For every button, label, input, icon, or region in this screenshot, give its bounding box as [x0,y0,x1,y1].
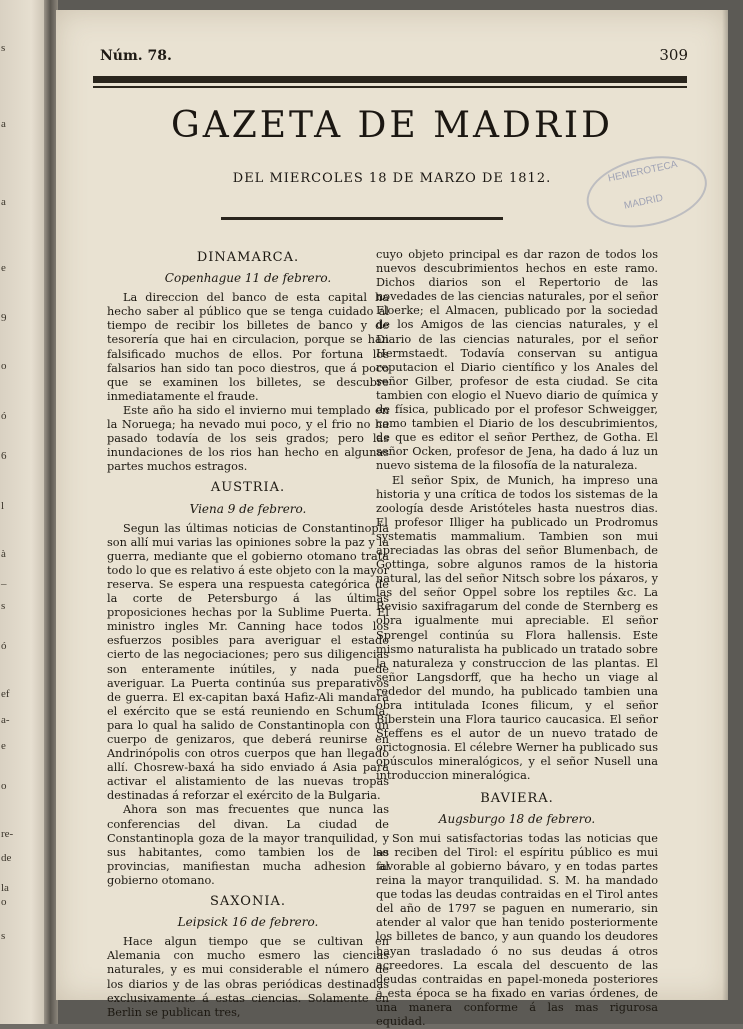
left-column [107,244,389,1020]
facing-page-char: o [1,896,7,908]
section-title-austria: AUSTRIA. [210,480,286,496]
dateline: DEL MIERCOLES 18 DE MARZO DE 1812. [232,171,552,186]
facing-page-char: ef [1,688,10,700]
article-paragraph: Este año ha sido el invierno mui templado en la Noruega; ha nevado mui poco, y el frio no ha pasado todavía de los seis grados; pero las inundaciones de los rios han hecho en algunas partes muchos estragos. [107,403,389,474]
masthead-title: GAZETA DE MADRID [170,105,614,146]
article-paragraph: El señor Spix, de Munich, ha impreso una historia y una crítica de todos los sistemas de la zoología desde Aristóteles hasta nuestros dias. El profesor Illiger ha publicado un Prodromus systematis mammalium. Tambien son mui apreciadas las obras del señor Blumenbach, de Gottinga, sobre algunos ramos de la historia natural, las del señor Nitsch sobre los páxaros, y las del señor Oppel sobre los reptiles &c. La Revisio saxifragarum del conde de Sternberg es obra igualmente mui apreciable. El señor Sprengel continúa su Flora hallensis. Este mismo naturalista ha publicado un tratado sobre la naturaleza y construccion de las plantas. El señor Langsdorff, que ha hecho un viage al rededor del mundo, ha publicado tambien una obra intitulada Icones filicum, y el señor Biberstein una Flora taurico caucasica. El señor Steffens es el autor de un nuevo tratado de orictognosia. El célebre Werner ha publicado sus opúsculos mineralógicos, y el señor Nusell una introduccion mineralógica. [376,473,658,783]
facing-page-char: ó [1,410,7,422]
facing-page-char: de [1,852,12,864]
facing-page-char: s [1,600,6,612]
facing-page-char: à [1,548,6,560]
section-title-saxonia: SAXONIA. [209,894,286,910]
library-stamp [580,146,712,239]
facing-page-char: o [1,360,7,372]
stamp-text-top: HEMEROTECA [607,158,679,185]
article-paragraph: La direccion del banco de esta capital ha hecho saber al público que se tenga cuidado al tiempo de recibir los billetes de banco y de tesorería que hai en circulacion, porque se han falsificado muchos de ellos. Por fortuna los falsarios han sido tan poco diestros, que á poco que se examinen los billetes, se descubre inmediatamente el fraude. [107,291,389,403]
facing-page-char: e [1,740,6,752]
dateline-copenhague: Copenhague 11 de febrero. [164,271,332,286]
facing-page-char: a [1,118,6,130]
header-rule-thin [93,86,687,88]
masthead-rule [221,217,503,220]
facing-page-char: a [1,196,6,208]
stamp-text-bottom: MADRID [623,192,665,212]
stamp-ring [580,146,713,238]
facing-page-margin-text [1,0,15,1024]
facing-page-char: e [1,262,6,274]
dateline-viena: Viena 9 de febrero. [189,501,307,516]
issue-number: Núm. 78. [100,48,172,64]
section-title-baviera: BAVIERA. [480,790,554,806]
article-paragraph: Segun las últimas noticias de Constantinopla son allí mui varias las opiniones sobre la paz y la guerra, mediante que el gobierno otomano trata todo lo que es relativo á este objeto con la mayor reserva. Se espera una respuesta categórica de la corte de Petersburgo á las últimas proposiciones hechas por la Sublime Puerta. El ministro ingles Mr. Canning hace todos los esfuerzos posibles para averiguar el estado cierto de las negociaciones; pero sus diligencias son enteramente inútiles, y nada puede averiguar. La Puerta continúa sus preparativos de guerra. El ex-capitan baxá Hafiz-Ali mandará el exército que se está reuniendo en Schumla, para lo qual ha salido de Constantinopla con un cuerpo de genizaros, que deberá reunirse en Andrinópolis con otros cuerpos que han llegado allí. Chosrew-baxá ha sido enviado á Asia para activar el alistamiento de las nuevas tropas destinadas á reforzar el exército de la Bulgaria. [107,521,389,803]
dateline-leipsick: Leipsick 16 de febrero. [177,915,319,930]
facing-page-char: s [1,42,6,54]
section-title-dinamarca: DINAMARCA. [196,250,300,265]
newspaper-page [56,10,728,1028]
article-paragraph: Hace algun tiempo que se cultivan en Alemania con mucho esmero las ciencias naturales, y es mui considerable el número de los diarios y de las obras periódicas destinadas exclusivamente á estas ciencias. Solamente en Berlin se publican tres, [107,935,389,1019]
facing-page-char: 9 [1,312,7,324]
facing-page-char: ó [1,640,7,652]
facing-page-char: – [1,578,7,590]
facing-page-char: s [1,930,6,942]
facing-page-char: a- [1,714,10,726]
facing-page-char: la [1,882,9,894]
article-paragraph: Ahora son mas frecuentes que nunca las conferencias del divan. La ciudad de Constantinopla goza de la mayor tranquilidad, y sus habitantes, como tambien los de las provincias, manifiestan mucha adhesion al gobierno otomano. [107,803,389,887]
header-rule-thick [93,76,687,83]
facing-page-char: l [1,500,5,512]
article-paragraph: cuyo objeto principal es dar razon de todos los nuevos descubrimientos hechos en este ramo. Dichos diarios son el Repertorio de las novedades de las ciencias naturales, por el señor Floerke; el Almacen, publicado por la sociedad de los Amigos de las ciencias naturales, y el Diario de las ciencias naturales, por el señor Hermstaedt. Todavía conservan su antigua reputacion el Diario científico y los Anales del señor Gilber, profesor de esta ciudad. Se cita tambien con elogio el Nuevo diario de química y de física, publicado por el profesor Schweigger, como tambien el Diario de los descubrimientos, de que es editor el señor Perthez, de Gotha. El señor Ocken, profesor de Jena, ha dado á luz un nuevo sistema de la filosofía de la naturaleza. [376,248,658,473]
page-number: 309 [659,46,688,64]
dateline-augsburgo: Augsburgo 18 de febrero. [438,811,596,826]
page-edge-shadow [722,10,728,1000]
facing-page-char: re- [1,828,14,840]
facing-page-char: 6 [1,450,7,462]
right-column [376,248,658,1029]
article-paragraph: Son mui satisfactorias todas las noticias que se reciben del Tirol: el espíritu público es mui favorable al gobierno bávaro, y en todas partes reina la mayor tranquilidad. S. M. ha mandado que todas las deudas contraidas en el Tirol antes del año de 1797 se paguen en numerario, sin atender al valor que han tenido posteriormente los billetes de banco, y aun quando los deudores hayan trasladado ó no sus deudas á otros acreedores. La escala del descuento de las deudas contraidas en papel-moneda posteriores á esta época se ha fixado en varias órdenes, de una manera conforme á las mas rigurosa equidad. [376,831,658,1028]
facing-page-char: o [1,780,7,792]
